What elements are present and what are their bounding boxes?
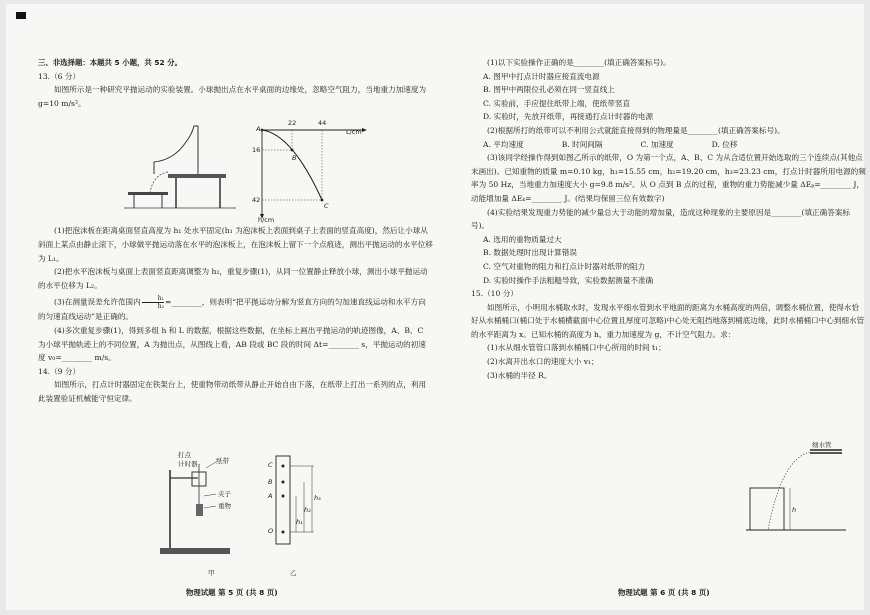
q14-part4-option-a: A. 选用的重物质量过大 [483,234,562,244]
q14-part4: (4)实验结果发现重力势能的减少量总大于动能的增加量，造成这种现象的主要原因是________(填正确答案标号)。 [471,207,851,231]
q14-part2: (2)根据所打的纸带可以不利用公式就能直接得到的物理量是________(填正确答案标号)。 [487,125,785,135]
footer-page-6: 物理试题 第 6 页 (共 8 页) [618,588,710,597]
section-title: 三、非选择题：本题共 5 小题，共 52 分。 [38,58,182,67]
q14-part2-option-b: B. 时间间隔 [561,139,603,149]
q15-question1: (1)水从细水管管口落到水桶桶口中心所用的时间 t₁； [487,343,666,353]
q14-part2-option-a: A. 平均速度 [483,139,524,149]
q14-figure-jia [156,450,256,568]
q15-pipe-label: 细水管 [812,441,832,449]
q14-height-h1: h₁ [296,518,303,526]
q13-step3: (3)在测量误差允许范围内 $\frac{\text{h₁}}{\text{h₂}}$ =________，则表明“把平抛运动分解为竖直方向的匀加速直线运动和水平方向的匀速直线运动”是正确的。 [38,295,426,322]
q13-step1: (1)把泡沫板在距离桌面竖直高度为 h₁ 处水平固定(h₁ 为泡沫板上表面到桌子上表面的竖直高度)，然后让小球从斜面上某点由静止滚下，小球做平抛运动落在水平的泡沫板上，在泡沫板上留下一个点痕迹，测出平抛运动的水平位移为 L₁。 [38,226,433,263]
q13-y-axis-label: h/cm [258,216,275,224]
q15-bucket-figure [746,444,846,536]
q15-intro: 如图所示，小明用水桶取水时，发现水平细水管到水平地面的距离为水桶高度的两倍，调整水桶位置，使得水恰好从水桶桶口(桶口处于水桶横截面中心位置且厚度可忽略)中心处无阻挡地落到桶底边缘，此时水桶桶口中心到细水管的水平距离为 x。已知水桶的高度为 h，重力加速度为 g，不计空气阻力。求： [471,302,865,339]
q13-tick-22: 22 [288,119,297,127]
q14-part3: (3)该同学经操作得到如图乙所示的纸带，O 为第一个点，A、B、C 为从合适位置开始选取的三个连续点(其他点未画出)。已知重物的质量 m=0.10 kg，h₁=15.55 cm，h₂=19.20 cm，h₃=23.23 cm，打点计时器所用电源的频率为 50 Hz，当地重力加速度大小 g=9.8 m/s²。从 O 点到 B 点的过程，重物的重力势能减少量 ΔEₚ=________ J，动能增加量 ΔEₖ=________ J。(结果均保留三位有效数字) [471,153,866,203]
q13-tick-42: 42 [252,196,261,204]
q14-label-dadian: 打点 [178,451,191,459]
exam-sheet [6,4,864,610]
q14-part4-option-d: D. 实验时操作手法粗糙导致，实验数据测量不准确 [483,275,654,285]
q13-step2: (2)把水平泡沫板与桌面上表面竖直距离调整为 h₂，重复步骤(1)，从同一位置静止释放小球，测出小球平抛运动的水平位移为 L₂。 [38,267,428,290]
q14-label-clip: 夹子 [218,490,231,498]
q15-h-label: h [792,506,797,514]
q14-point-b: B [268,478,273,486]
q13-x-axis-label: L/cm [346,128,362,136]
q13-tick-44: 44 [318,119,327,127]
q14-figure-yi [268,452,338,547]
right-column [471,56,866,382]
q15-number: 15.（10 分） [471,289,518,299]
q13-intro: 如图所示是一种研究平抛运动的实验装置。小球抛出点在水平桌面的边缘处，忽略空气阻力，当地重力加速度为 g=10 m/s²。 [38,85,427,108]
q14-part1-option-c: C. 实验前，手应提住纸带上端，使纸带竖直 [483,98,631,108]
q14-height-h3: h₃ [314,494,321,502]
q14-caption-yi: 乙 [290,569,297,577]
q14-caption-jia: 甲 [208,569,215,577]
q13-trajectory-graph [242,122,372,222]
q14-label-tape: 纸带 [216,457,229,465]
q13-apparatus-figure [124,112,236,212]
q14-part1: (1)以下实验操作正确的是________(填正确答案标号)。 [487,58,671,67]
q14-part2-options [471,138,866,152]
q13-point-c: C [324,202,329,210]
left-column [38,56,433,406]
q14-height-h2: h₂ [304,506,311,514]
footer-page-5: 物理试题 第 5 页 (共 8 页) [186,588,278,597]
q15-question2: (2)水离开出水口的速度大小 v₁； [487,357,599,367]
q14-label-timer: 计时器 [178,460,198,468]
q14-point-o: O [268,527,274,535]
q13-tick-16: 16 [252,146,261,154]
q14-point-c: C [268,461,273,469]
q13-step4: (4)多次重复步骤(1)，得到多组 h 和 L 的数据，根据这些数据，在坐标上画出平抛运动的轨迹图像，A、B、C 为小球平抛轨迹上的不同位置，A 为抛出点，从图线上看，AB 段或 BC 段的时间 Δt=________ s，平抛运动的初速度 v₀=________ m/s。 [38,325,426,363]
q14-part1-option-b: B. 图甲中两限位孔必须在同一竖直线上 [483,85,615,95]
q14-part2-option-c: C. 加速度 [640,139,674,149]
q14-part1-option-d: D. 实验时，先放开纸带，再接通打点计时器的电源 [483,112,654,122]
q13-point-b: B [292,154,297,162]
q14-part2-option-d: D. 位移 [711,139,738,149]
q14-label-weight: 重物 [218,502,231,510]
q14-point-a: A [268,492,273,500]
corner-mark [16,12,26,19]
q14-number: 14.（9 分） [38,366,81,376]
q14-part1-option-a: A. 图甲中打点计时器应接直流电源 [483,71,600,81]
q13-point-a: A [256,125,261,133]
q14-intro: 如图所示，打点计时器固定在铁架台上，使重物带动纸带从静止开始自由下落，在纸带上打出一系列的点，利用此装置验证机械能守恒定律。 [38,380,427,403]
q15-question3: (3)水桶的半径 R。 [487,370,552,380]
q14-part4-option-c: C. 空气对重物的阻力和打点计时器对纸带的阻力 [483,261,646,271]
q13-number: 13.（6 分） [38,71,81,81]
h-ratio-fraction: $\frac{\text{h₁}}{\text{h₂}}$ [142,295,164,310]
q14-part4-option-b: B. 数据处理时出现计算错误 [483,248,577,258]
